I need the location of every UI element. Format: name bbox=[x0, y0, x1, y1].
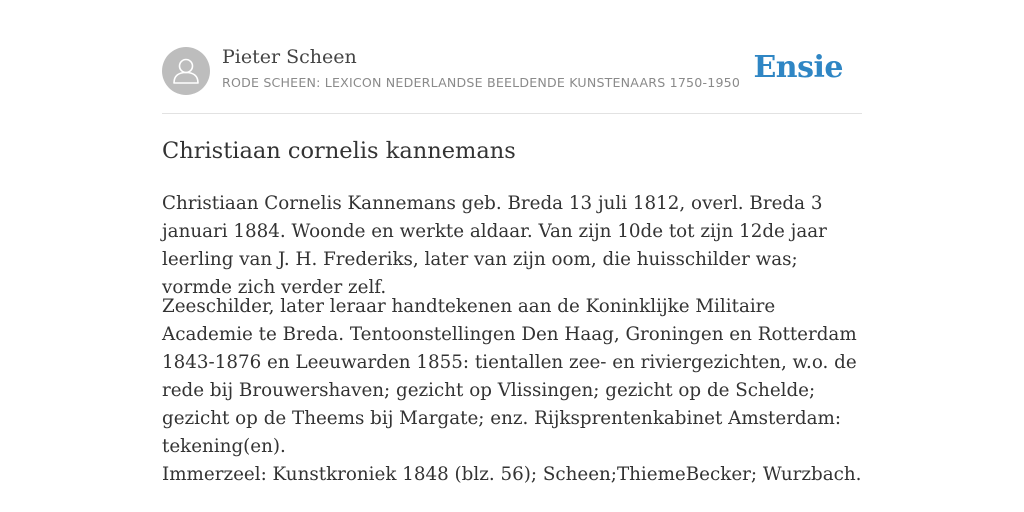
paragraph-text: Christiaan Cornelis Kannemans geb. Breda 13 juli 1812, overl. Breda 3 januari 1884. Woonde en werkte aldaar. Van zijn 10de tot zijn 12de jaar leerling van J. H. Frederiks, later van zijn oom, die huisschilder was; vormde zich verder zelf. bbox=[162, 193, 827, 298]
article-references bbox=[162, 461, 862, 489]
author-header bbox=[162, 44, 862, 96]
user-silhouette-icon bbox=[162, 47, 210, 95]
references-text: Immerzeel: Kunstkroniek 1848 (blz. 56); Scheen;ThiemeBecker; Wurzbach. bbox=[162, 464, 862, 485]
avatar[interactable] bbox=[162, 47, 210, 95]
brand-logo[interactable]: Ensie bbox=[753, 50, 843, 85]
author-name[interactable]: Pieter Scheen bbox=[222, 46, 357, 68]
header-divider bbox=[162, 113, 862, 114]
paragraph-text: Zeeschilder, later leraar handtekenen aan de Koninklijke Militaire Academie te Breda. Tentoonstellingen Den Haag, Groningen en Rotterdam 1843-1876 en Leeuwarden 1855: tientallen zee- en riviergezichten, w.o. de rede bij Brouwershaven; gezicht op Vlissingen; gezicht op de Schelde; gezicht op de Theems bij Margate; enz. Rijksprentenkabinet Amsterdam: tekening(en). bbox=[162, 296, 857, 457]
author-source: RODE SCHEEN: LEXICON NEDERLANDSE BEELDENDE KUNSTENAARS 1750-1950 bbox=[222, 75, 741, 90]
page-title: Christiaan cornelis kannemans bbox=[162, 138, 516, 164]
article-paragraph bbox=[162, 293, 862, 461]
article-paragraph bbox=[162, 190, 862, 302]
